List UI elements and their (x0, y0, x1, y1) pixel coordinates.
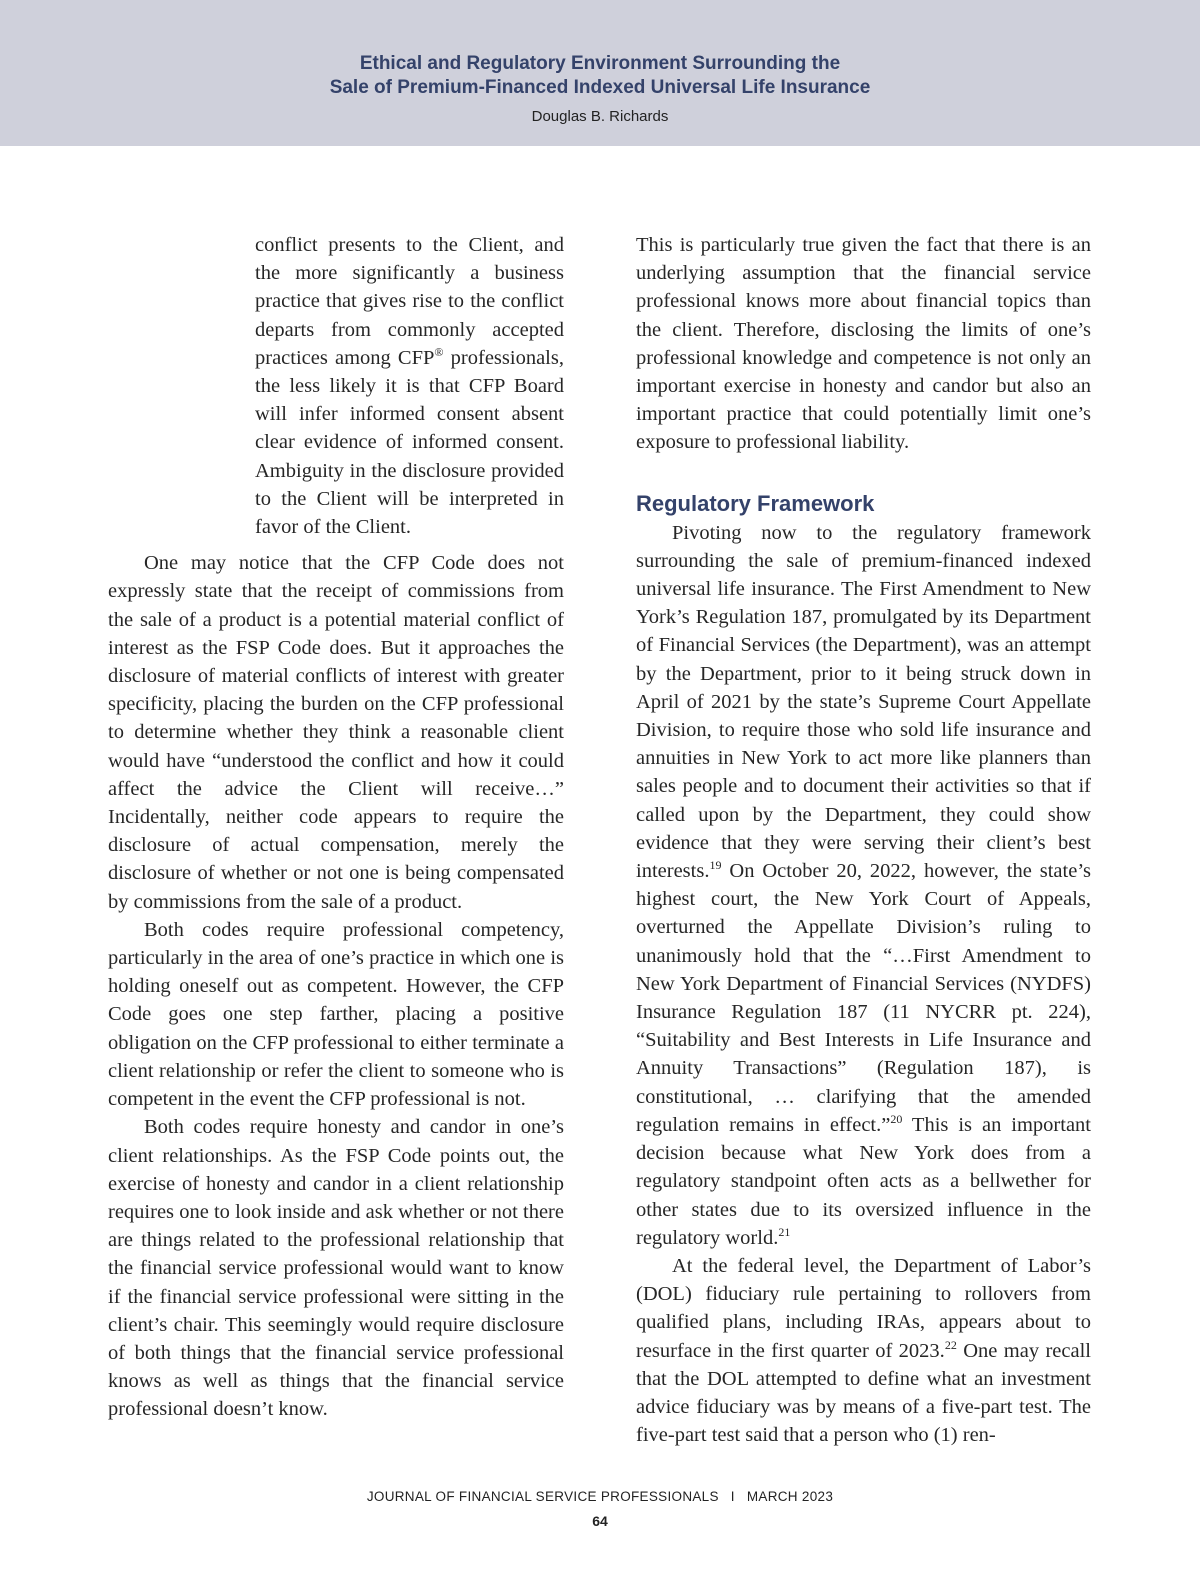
footnote-ref-20[interactable]: 20 (890, 1111, 903, 1126)
paragraph-text: On October 20, 2022, however, the state’s highest court, the New York Court of Appeals, overturned the Appellate Division’s ruling to unanimously hold that the “…First Amendment to New York Department of Financial Services (NYDFS) Insurance Regulation 187 (11 NYCRR pt. 224), “Suitability and Best Interests in Life Insurance and Annuity Transactions” (Regulation 187), is constitutional, … clarifying that the amended regulation remains in effect.” (636, 860, 1091, 1136)
header-title-line-1: Ethical and Regulatory Environment Surrounding the (359, 53, 841, 74)
block-quote-text-1: conflict presents to the Client, and the more significantly a business practice that gives rise to the conflict departs from commonly accepted practices among CFP (255, 234, 564, 369)
body-paragraph: Both codes require professional competency, particularly in the area of one’s practice in which one is holding oneself out as competent. However, the CFP Code goes one step farther, placing a positive obligation on the CFP professional to either terminate a client relationship or refer the client to someone who is competent in the event the CFP professional is not. (108, 918, 564, 1111)
block-quote (255, 231, 564, 541)
footnote-ref-19[interactable]: 19 (709, 858, 722, 873)
block-quote-text-2: professionals, the less likely it is that CFP Board will infer informed consent absent clear evidence of informed consent. Ambiguity in the disclosure provided to the Client will be interpreted in favor of the Client. (255, 346, 564, 539)
footer-date: MARCH 2023 (746, 1489, 834, 1504)
footnote-ref-22[interactable]: 22 (944, 1337, 957, 1352)
paragraph-text: At the federal level, the Department of Labor’s (DOL) fiduciary rule pertaining to rollovers from qualified plans, including IRAs, appears about to resurface in the first quarter of 2023. (636, 1254, 1091, 1362)
header-author: Douglas B. Richards (531, 108, 669, 125)
body-paragraph (636, 519, 1091, 1252)
footer-journal: JOURNAL OF FINANCIAL SERVICE PROFESSIONALS (366, 1489, 719, 1504)
body-paragraph (636, 1252, 1091, 1449)
left-column (108, 231, 564, 1424)
body-paragraph: This is particularly true given the fact that there is an underlying assumption that the financial service professional knows more about financial topics than the client. Therefore, disclosing the limits of one’s professional knowledge and competence is not only an important exercise in honesty and candor but also an important practice that could potentially limit one’s exposure to professional liability. (636, 234, 1091, 454)
body-paragraph: One may notice that the CFP Code does not expressly state that the receipt of commissions from the sale of a product is a potential material conflict of interest as the FSP Code does. But it approaches the disclosure of material conflicts of interest with greater specificity, placing the burden on the CFP professional to determine whether they think a reasonable client would have “understood the conflict and how it could affect the advice the Client will receive…” Incidentally, neither code appears to require the disclosure of actual compensation, merely the disclosure of whether or not one is being compensated by commissions from the sale of a product. (108, 552, 564, 913)
header-title-line-2: Sale of Premium-Financed Indexed Universal Life Insurance (329, 77, 871, 98)
section-heading: Regulatory Framework (636, 490, 875, 516)
footnote-ref-21[interactable]: 21 (778, 1224, 791, 1239)
paragraph-text: This is an important decision because what New York does from a regulatory standpoint often acts as a bellwether for other states due to its oversized influence in the regulatory world. (636, 1113, 1091, 1249)
running-footer (0, 1488, 1200, 1506)
paragraph-text: One may recall that the DOL attempted to define what an investment advice fiduciary was by means of a five-part test. The five-part test said that a person who (1) ren- (636, 1339, 1091, 1447)
running-header (0, 0, 1200, 146)
header-title (0, 52, 1200, 100)
footer-separator: I (730, 1489, 735, 1504)
body-paragraph: Both codes require honesty and candor in one’s client relationships. As the FSP Code points out, the exercise of honesty and candor in a client relationship requires one to look inside and ask whether or not there are things related to the professional relationship that the financial service professional would want to know if the financial service professional were sitting in the client’s chair. This seemingly would require disclosure of both things that the financial service professional knows as well as things that the financial service professional doesn’t know. (108, 1116, 564, 1421)
page-number: 64 (592, 1513, 608, 1529)
registered-mark: ® (434, 344, 444, 359)
paragraph-text: Pivoting now to the regulatory framework surrounding the sale of premium-financed indexed universal life insurance. The First Amendment to New York’s Regulation 187, promulgated by its Department of Financial Services (the Department), was an attempt by the Department, prior to it being struck down in April of 2021 by the state’s Supreme Court Appellate Division, to require those who sold life insurance and annuities in New York to act more like planners than sales people and to document their activities so that if called upon by the Department, they could show evidence that they were serving their client’s best interests. (636, 521, 1091, 883)
right-column (636, 231, 1091, 1449)
